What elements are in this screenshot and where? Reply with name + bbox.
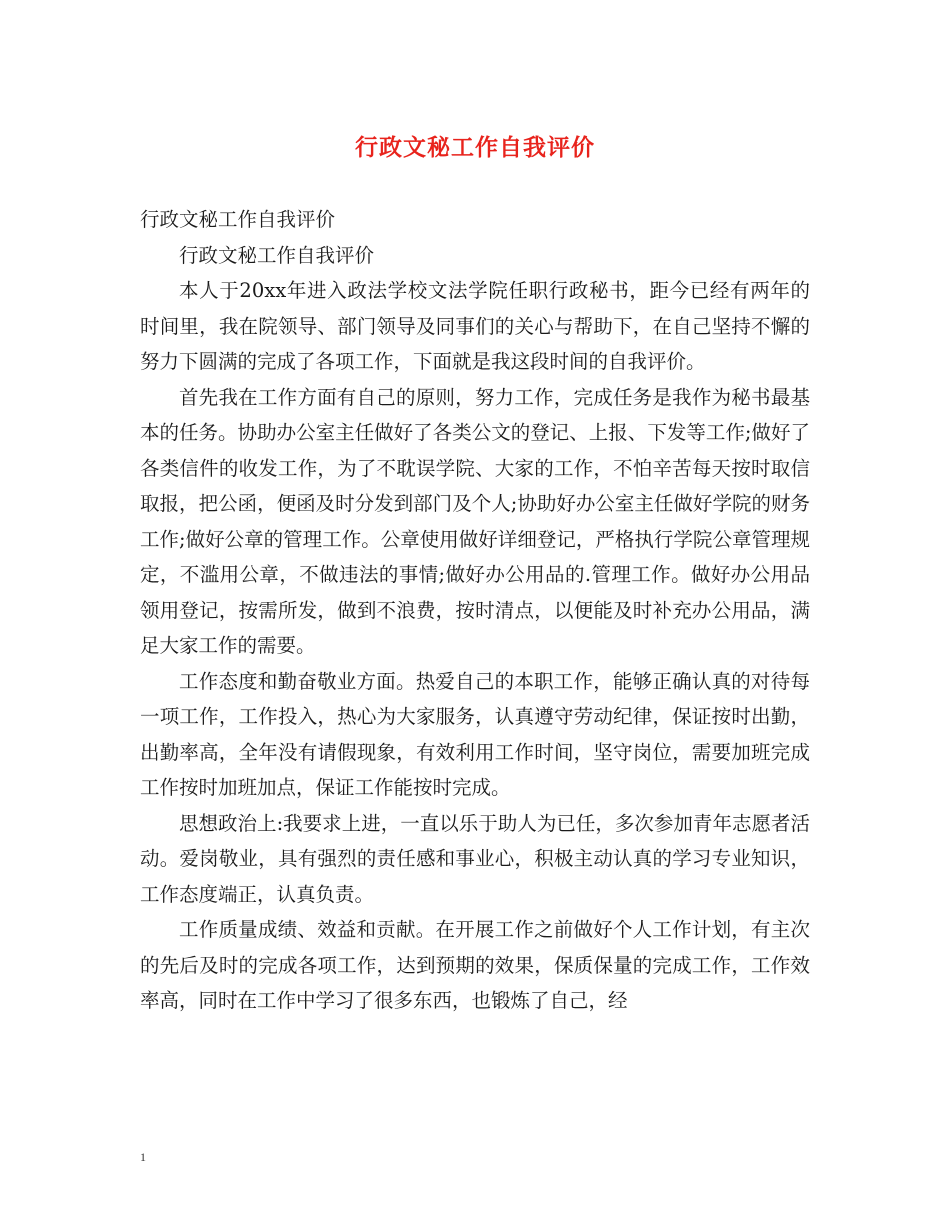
paragraph-work-principles: 首先我在工作方面有自己的原则，努力工作，完成任务是我作为秘书最基本的任务。协助办公室主任做好了各类公文的登记、上报、下发等工作;做好了各类信件的收发工作，为了不耽误学院、大家的工作，不怕辛苦每天按时取信取报，把公函，便函及时分发到部门及个人;协助好办公室主任做好学院的财务工作;做好公章的管理工作。公章使用做好详细登记，严格执行学院公章管理规定，不滥用公章，不做违法的事情;做好办公用品的.管理工作。做好办公用品领用登记，按需所发，做到不浪费，按时清点，以便能及时补充办公用品，满足大家工作的需要。 [140,385,810,657]
document-title: 行政文秘工作自我评价 [355,134,595,161]
heading-line: 行政文秘工作自我评价 [140,208,336,231]
paragraph-work-attitude: 工作态度和勤奋敬业方面。热爱自己的本职工作，能够正确认真的对待每一项工作，工作投入，热心为大家服务，认真遵守劳动纪律，保证按时出勤，出勤率高，全年没有请假现象，有效利用工作时间，坚守岗位，需要加班完成工作按时加班加点，保证工作能按时完成。 [140,669,810,799]
paragraph-intro: 本人于20xx年进入政法学校文法学院任职行政秘书，距今已经有两年的时间里，我在院领导、部门领导及同事们的关心与帮助下，在自己坚持不懈的努力下圆满的完成了各项工作，下面就是我这段时间的自我评价。 [140,279,810,373]
paragraph-subtitle: 行政文秘工作自我评价 [179,243,375,267]
paragraph-work-quality: 工作质量成绩、效益和贡献。在开展工作之前做好个人工作计划，有主次的先后及时的完成各项工作，达到预期的效果，保质保量的完成工作，工作效率高，同时在工作中学习了很多东西，也锻炼了自己，经 [140,918,810,1012]
document-body [140,202,810,1019]
paragraph-political-thought: 思想政治上:我要求上进，一直以乐于助人为已任，多次参加青年志愿者活动。爱岗敬业，具有强烈的责任感和事业心，积极主动认真的学习专业知识，工作态度端正，认真负责。 [140,811,810,906]
page-number: 1 [140,1150,146,1164]
